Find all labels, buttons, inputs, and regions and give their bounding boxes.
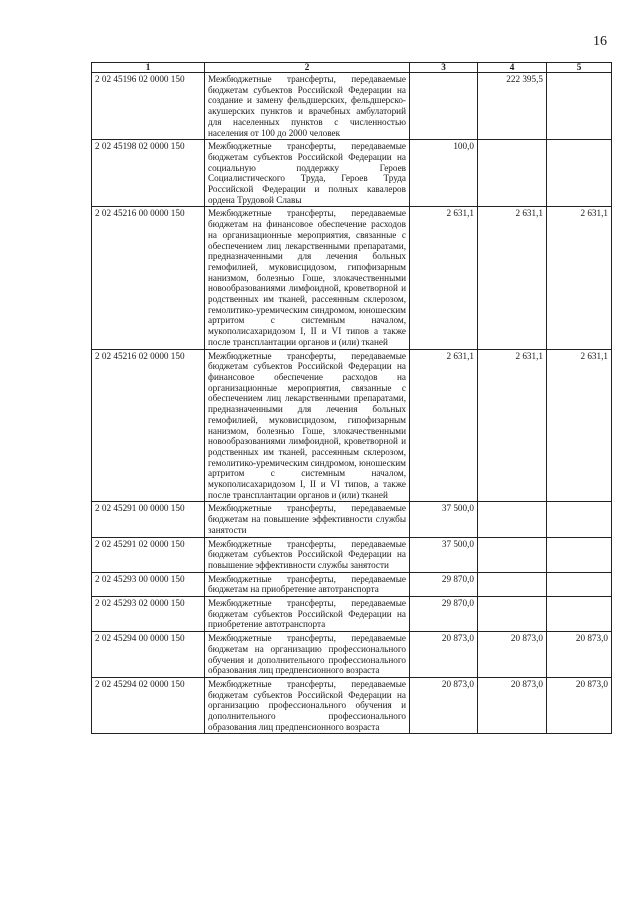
- amount-col3: 100,0: [410, 140, 478, 207]
- amount-col5: 2 631,1: [547, 349, 612, 502]
- amount-col3: 2 631,1: [410, 207, 478, 349]
- amount-col3: 37 500,0: [410, 537, 478, 572]
- column-number-row: [92, 63, 612, 73]
- budget-code: 2 02 45291 00 0000 150: [92, 502, 205, 537]
- amount-col5: 20 873,0: [547, 677, 612, 734]
- amount-col5: 20 873,0: [547, 632, 612, 678]
- amount-col4: [478, 502, 547, 537]
- column-header-2: 2: [205, 63, 410, 73]
- description: Межбюджетные трансферты, передаваемые бюджетам субъектов Российской Федерации на социальную поддержку Героев Социалистического Труда, Героев Труда Российской Федерации и полных кавалеров ордена Трудовой Славы: [205, 140, 410, 207]
- amount-col5: [547, 73, 612, 140]
- amount-col4: 222 395,5: [478, 73, 547, 140]
- budget-table: [91, 62, 612, 734]
- amount-col4: 2 631,1: [478, 207, 547, 349]
- budget-code: 2 02 45293 02 0000 150: [92, 597, 205, 632]
- amount-col4: [478, 572, 547, 596]
- amount-col5: [547, 537, 612, 572]
- budget-code: 2 02 45216 02 0000 150: [92, 349, 205, 502]
- column-header-3: 3: [410, 63, 478, 73]
- column-header-1: 1: [92, 63, 205, 73]
- column-header-5: 5: [547, 63, 612, 73]
- table-row: [92, 597, 612, 632]
- description: Межбюджетные трансферты, передаваемые бюджетам субъектов Российской Федерации на организацию профессионального обучения и дополнительного профессионального образования лиц предпенсионного возраста: [205, 677, 410, 734]
- amount-col5: [547, 140, 612, 207]
- table-row: [92, 349, 612, 502]
- amount-col3: 20 873,0: [410, 677, 478, 734]
- table-row: [92, 140, 612, 207]
- description: Межбюджетные трансферты, передаваемые бюджетам на финансовое обеспечение расходов на организационные мероприятия, связанные с обеспечением лиц лекарственными препаратами, предназначенными для лечения больных гемофилией, муковисцидозом, гипофизарным нанизмом, болезнью Гоше, злокачественными новообразованиями лимфоидной, кроветворной и родственных им тканей, рассеянным склерозом, гемолитико-уремическим синдромом, юношеским артритом с системным началом, мукополисахаридозом I, II и VI типов а также после трансплантации органов и (или) тканей: [205, 207, 410, 349]
- amount-col5: [547, 597, 612, 632]
- table-row: [92, 677, 612, 734]
- amount-col3: 29 870,0: [410, 572, 478, 596]
- amount-col4: [478, 140, 547, 207]
- amount-col4: 2 631,1: [478, 349, 547, 502]
- amount-col3: 20 873,0: [410, 632, 478, 678]
- amount-col5: [547, 572, 612, 596]
- description: Межбюджетные трансферты, передаваемые бюджетам на приобретение автотранспорта: [205, 572, 410, 596]
- description: Межбюджетные трансферты, передаваемые бюджетам субъектов Российской Федерации на финансовое обеспечение расходов на организационные мероприятия, связанные с обеспечением лиц лекарственными препаратами, предназначенными для лечения больных гемофилией, муковисцидозом, гипофизарным нанизмом, болезнью Гоше, злокачественными новообразованиями лимфоидной, кроветворной и родственных им тканей, рассеянным склерозом, гемолитико-уремическим синдромом, юношеским артритом с системным началом, мукополисахаридозом I, II и VI типов, а также после трансплантации органов и (или) тканей: [205, 349, 410, 502]
- amount-col4: 20 873,0: [478, 632, 547, 678]
- amount-col5: [547, 502, 612, 537]
- description: Межбюджетные трансферты, передаваемые бюджетам на организацию профессионального обучения и дополнительного профессионального образования лиц предпенсионного возраста: [205, 632, 410, 678]
- table-row: [92, 537, 612, 572]
- budget-code: 2 02 45294 02 0000 150: [92, 677, 205, 734]
- amount-col4: [478, 597, 547, 632]
- budget-code: 2 02 45294 00 0000 150: [92, 632, 205, 678]
- budget-code: 2 02 45216 00 0000 150: [92, 207, 205, 349]
- amount-col3: 29 870,0: [410, 597, 478, 632]
- budget-code: 2 02 45196 02 0000 150: [92, 73, 205, 140]
- budget-code: 2 02 45293 00 0000 150: [92, 572, 205, 596]
- budget-code: 2 02 45198 02 0000 150: [92, 140, 205, 207]
- column-header-4: 4: [478, 63, 547, 73]
- description: Межбюджетные трансферты, передаваемые бюджетам на повышение эффективности службы занятости: [205, 502, 410, 537]
- table-row: [92, 632, 612, 678]
- description: Межбюджетные трансферты, передаваемые бюджетам субъектов Российской Федерации на повышение эффективности службы занятости: [205, 537, 410, 572]
- amount-col4: [478, 537, 547, 572]
- amount-col3: [410, 73, 478, 140]
- description: Межбюджетные трансферты, передаваемые бюджетам субъектов Российской Федерации на приобретение автотранспорта: [205, 597, 410, 632]
- table-row: [92, 502, 612, 537]
- amount-col3: 2 631,1: [410, 349, 478, 502]
- page-number: 16: [593, 34, 607, 49]
- description: Межбюджетные трансферты, передаваемые бюджетам субъектов Российской Федерации на создание и замену фельдшерских, фельдшерско-акушерских пунктов и врачебных амбулаторий для населенных пунктов с численностью населения от 100 до 2000 человек: [205, 73, 410, 140]
- table-row: [92, 73, 612, 140]
- amount-col3: 37 500,0: [410, 502, 478, 537]
- amount-col4: 20 873,0: [478, 677, 547, 734]
- table-row: [92, 207, 612, 349]
- table-row: [92, 572, 612, 596]
- amount-col5: 2 631,1: [547, 207, 612, 349]
- budget-code: 2 02 45291 02 0000 150: [92, 537, 205, 572]
